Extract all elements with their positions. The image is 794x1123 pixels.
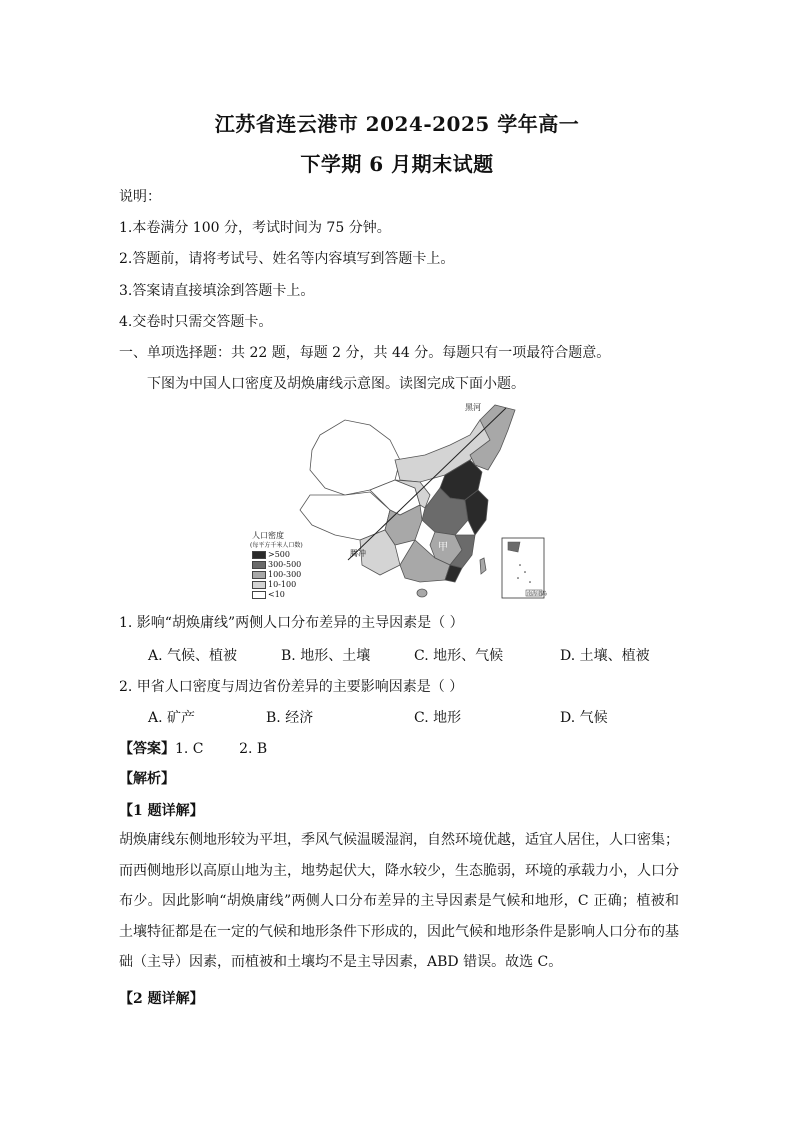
question-2-option-d: D. 气候 [560, 710, 608, 726]
note-item: 4.交卷时只需交答题卡。 [119, 314, 273, 330]
legend-swatch [252, 571, 266, 579]
legend-item: <10 [252, 590, 285, 599]
note-item: 2.答题前，请将考试号、姓名等内容填写到答题卡上。 [119, 251, 455, 267]
page-title-line1: 江苏省连云港市 2024-2025 学年高一 [214, 112, 580, 136]
legend-item: 100-300 [252, 570, 301, 579]
page-title-line2: 下学期 6 月期末试题 [300, 152, 494, 176]
map-label-heihe: 黑河 [465, 403, 481, 412]
map-label-jia: 甲 [438, 542, 448, 553]
q1-detail-heading: 【1 题详解】 [119, 803, 204, 819]
section-intro: 下图为中国人口密度及胡焕庸线示意图。读图完成下面小题。 [147, 376, 525, 392]
legend-swatch [252, 581, 266, 589]
question-1-option-c: C. 地形、气候 [414, 648, 504, 664]
question-2-stem: 2. 甲省人口密度与周边省份差异的主要影响因素是（ ） [119, 679, 464, 695]
analysis-label: 【解析】 [119, 771, 175, 787]
map-label-inset: 南海诸岛 [527, 591, 548, 597]
question-1-stem: 1. 影响“胡焕庸线”两侧人口分布差异的主导因素是（ ） [119, 615, 464, 631]
legend-item: 300-500 [252, 560, 301, 569]
q1-detail-body: 胡焕庸线东侧地形较为平坦，季风气候温暖湿润，自然环境优越，适宜人居住，人口密集；而西侧地形以高原山地为主，地势起伏大，降水较少，生态脆弱，环境的承载力小，人口分布少。因此影响“胡焕庸线”两侧人口分布差异的主导因素是气候和地形，C 正确；植被和土壤特征都是在一定的气候和地形条件下形成的，因此气候和地形条件是影响人口分布的基础（主导）因素，而植被和土壤均不是主导因素，ABD 错误。故选 C。 [119, 832, 679, 970]
legend-subtitle: (每平方千米人口数) [250, 542, 303, 549]
legend-item: >500 [252, 550, 290, 559]
q2-detail-heading: 【2 题详解】 [119, 991, 204, 1007]
question-1-option-b: B. 地形、土壤 [281, 648, 371, 664]
question-1-option-a: A. 气候、植被 [148, 648, 238, 664]
note-item: 3.答案请直接填涂到答题卡上。 [119, 283, 315, 299]
notes-heading: 说明： [119, 189, 161, 205]
question-2-option-a: A. 矿产 [148, 710, 196, 726]
answer-line [119, 738, 267, 758]
legend-swatch [252, 551, 266, 559]
population-density-map [250, 400, 550, 605]
question-2-option-c: C. 地形 [414, 710, 462, 726]
map-label-tengchong: 腾冲 [350, 549, 366, 558]
question-1-option-d: D. 土壤、植被 [560, 648, 650, 664]
note-item: 1.本卷满分 100 分，考试时间为 75 分钟。 [119, 220, 391, 236]
answer-label: 【答案】 [119, 741, 175, 757]
question-2-option-b: B. 经济 [266, 710, 314, 726]
legend-swatch [252, 561, 266, 569]
answer-text: 1. C 2. B [175, 741, 268, 757]
section-heading: 一、单项选择题：共 22 题，每题 2 分，共 44 分。每题只有一项最符合题意。 [119, 345, 611, 361]
legend-title: 人口密度 [252, 531, 284, 540]
legend-swatch [252, 591, 266, 599]
legend-item: 10-100 [252, 580, 296, 589]
